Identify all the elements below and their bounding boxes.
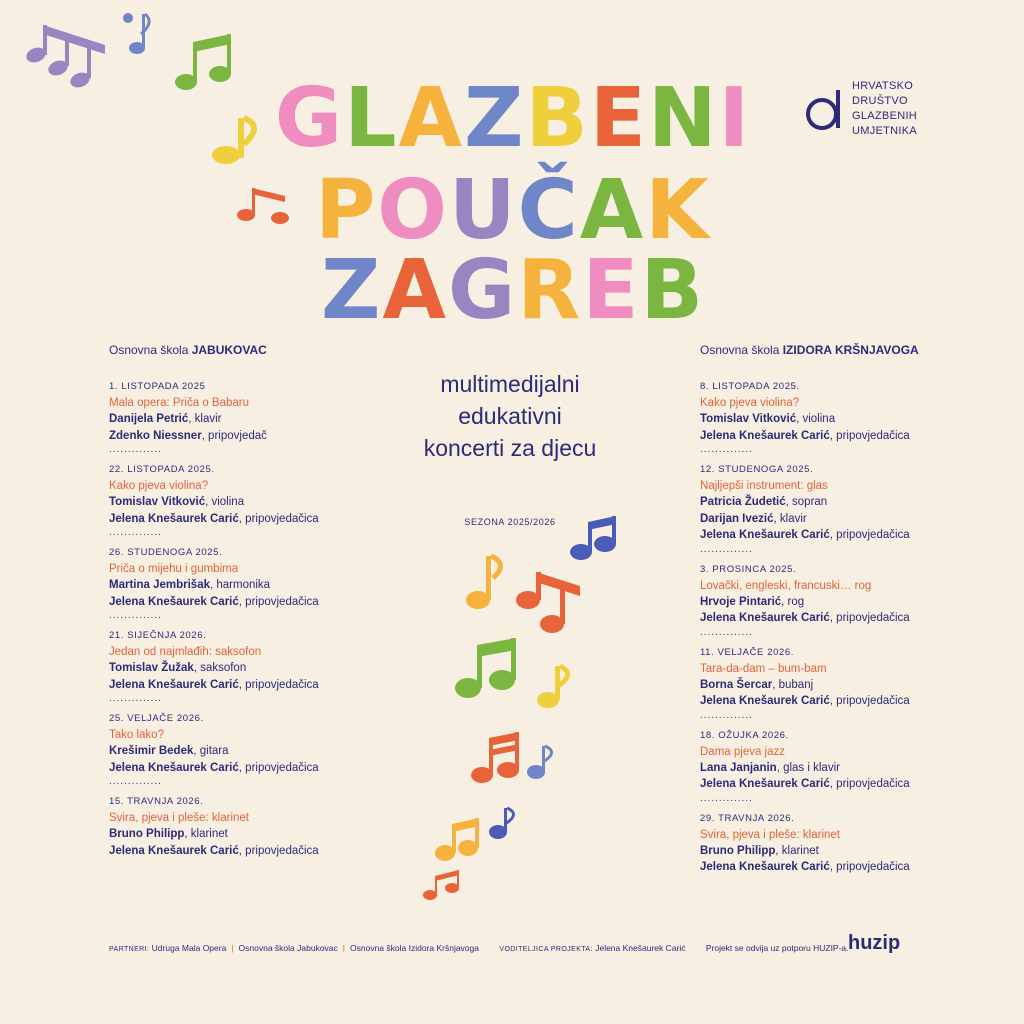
performer	[700, 428, 1024, 445]
performer-name: Danijela Petrić	[109, 413, 189, 425]
performer-name: Jelena Knešaurek Carić	[700, 612, 830, 624]
schedule-jabukovac	[109, 343, 439, 865]
event-item	[700, 379, 1024, 456]
performer-name: Hrvoje Pintarić	[700, 595, 782, 608]
logo-line: HRVATSKO	[852, 80, 914, 92]
event-title: Tako lako?	[109, 729, 164, 741]
partner: Udruga Mala Opera	[151, 943, 227, 953]
title-letter: E	[582, 243, 639, 338]
note-lightblue-icon	[527, 746, 552, 779]
event-title: Kako pjeva violina?	[700, 397, 800, 409]
performer	[109, 494, 439, 511]
performer-name: Jelena Knešaurek Carić	[109, 595, 239, 608]
logo-line: GLAZBENIH	[852, 110, 918, 122]
performer-role: , pripovjedačica	[829, 612, 910, 624]
event-title: Jedan od najmlađih: saksofon	[109, 646, 262, 658]
event-item	[700, 811, 1024, 876]
performer	[700, 859, 1024, 876]
project-lead: Jelena Knešaurek Carić	[595, 943, 686, 953]
note-navy-icon	[489, 808, 514, 839]
footer	[109, 943, 849, 953]
performer	[700, 527, 1024, 544]
title-letter: E	[589, 71, 646, 166]
event-date: 21. SIJEČNJA 2026.	[109, 630, 207, 641]
event-title: Priča o mijehu i gumbima	[109, 563, 239, 575]
title-letter: L	[344, 71, 397, 166]
event-date: 8. LISTOPADA 2025.	[700, 381, 800, 392]
school-heading	[109, 343, 439, 357]
performer-name: Martina Jembrišak	[109, 579, 210, 591]
performer-role: , pripovjedačica	[238, 678, 319, 691]
performer-name: Tomislav Vitković	[109, 496, 206, 508]
dotted-separator: ..............	[700, 543, 753, 555]
school-name: JABUKOVAC	[191, 343, 267, 357]
title-letter: G	[447, 243, 516, 338]
title-line-3	[0, 243, 1024, 338]
performer	[109, 743, 439, 760]
performer	[109, 660, 439, 677]
performer-role: , pripovjedačica	[829, 778, 910, 790]
dotted-separator: ..............	[109, 610, 162, 621]
performer-role: , pripovjedač	[201, 429, 267, 442]
dotted-separator: ..............	[109, 444, 162, 455]
title-letter: Z	[463, 71, 524, 166]
event-date: 1. LISTOPADA 2025	[109, 381, 206, 392]
title-letter: A	[398, 71, 462, 166]
title-letter: B	[640, 243, 703, 338]
performer-role: , pripovjedačica	[238, 844, 319, 857]
performer-name: Zdenko Niessner	[109, 429, 202, 442]
title-letter: K	[645, 163, 709, 258]
event-item	[109, 379, 439, 456]
event-title: Dama pjeva jazz	[700, 745, 786, 758]
school-prefix: Osnovna škola	[109, 343, 192, 357]
title-letter: A	[382, 243, 446, 338]
separator: |	[342, 943, 345, 953]
performer-name: Jelena Knešaurek Carić	[700, 429, 830, 442]
performer	[700, 693, 1024, 710]
title-letter: P	[315, 163, 376, 258]
performer-name: Jelena Knešaurek Carić	[109, 512, 239, 525]
performer-role: , rog	[781, 595, 805, 608]
event-item	[700, 728, 1024, 805]
performer-role: , pripovjedačica	[829, 861, 910, 873]
performer-name: Krešimir Bedek	[109, 745, 194, 757]
huzip-logo: huzip	[848, 932, 901, 954]
note-yellow-center-icon	[537, 666, 568, 708]
performer-name: Bruno Philipp	[109, 828, 185, 840]
performer-role: , pripovjedačica	[238, 761, 319, 774]
event-item	[700, 462, 1024, 556]
event-date: 12. STUDENOGA 2025.	[700, 464, 814, 475]
event-date: 3. PROSINCA 2025.	[700, 563, 797, 575]
performer-role: , violina	[205, 496, 245, 508]
event-item	[700, 562, 1024, 639]
performer-name: Lana Janjanin	[700, 761, 777, 774]
performer-role: , glas i klavir	[776, 761, 840, 774]
event-item	[700, 645, 1024, 722]
note-red-bottom-icon	[423, 870, 459, 900]
performer-role: , pripovjedačica	[238, 595, 319, 608]
performer-name: Darijan Ivezić	[700, 512, 774, 525]
event-item	[109, 794, 439, 859]
performer-name: Jelena Knešaurek Carić	[700, 695, 830, 707]
dotted-separator: ..............	[700, 792, 753, 804]
performer	[700, 494, 1024, 511]
performer	[109, 594, 439, 611]
logo-line: UMJETNIKA	[852, 125, 918, 137]
performer-role: , saksofon	[193, 662, 247, 674]
event-title: Svira, pjeva i pleše: klarinet	[700, 828, 840, 841]
event-title: Kako pjeva violina?	[109, 480, 209, 492]
performer-name: Borna Šercar	[700, 678, 773, 691]
performer	[109, 826, 439, 843]
performer	[109, 428, 439, 445]
dotted-separator: ..............	[700, 709, 753, 721]
event-date: 22. LISTOPADA 2025.	[109, 464, 215, 475]
event-list	[109, 379, 439, 859]
performer-role: , pripovjedačica	[238, 512, 319, 525]
logo-line: DRUŠTVO	[852, 95, 908, 107]
performer-role: , bubanj	[772, 678, 814, 691]
event-title: Tara-da-dam – bum-bam	[700, 662, 827, 675]
performer-name: Jelena Knešaurek Carić	[700, 529, 830, 541]
performer	[700, 776, 1024, 793]
subtitle-line: multimedijalni	[440, 371, 580, 397]
schedule-izidora-krsnjavoga	[700, 343, 1024, 882]
note-red-center-icon	[516, 572, 580, 633]
school-heading	[700, 343, 1024, 357]
title-letter: N	[647, 71, 717, 166]
note-green-center-icon	[455, 638, 516, 698]
performer-role: , violina	[796, 413, 836, 425]
event-title: Lovački, engleski, francuski… rog	[700, 579, 872, 592]
event-item	[109, 462, 439, 539]
dotted-separator: ..............	[109, 527, 162, 538]
title-letter: R	[517, 243, 581, 338]
performer	[700, 411, 1024, 428]
subtitle-line: koncerti za djecu	[423, 435, 597, 461]
performer	[109, 411, 439, 428]
dotted-separator: ..............	[700, 444, 753, 455]
event-title: Svira, pjeva i pleše: klarinet	[109, 812, 249, 824]
performer-role: , klavir	[188, 413, 222, 425]
note-orange-icon	[466, 556, 501, 609]
performer	[700, 843, 1024, 860]
performer	[700, 511, 1024, 528]
subtitle-line: edukativni	[458, 403, 562, 429]
performer-name: Tomislav Vitković	[700, 413, 797, 425]
performer	[700, 594, 1024, 611]
performer-role: , klavir	[773, 512, 807, 525]
dotted-separator: ..............	[109, 776, 162, 787]
title-letter: I	[718, 71, 750, 166]
title-letter: Z	[321, 243, 381, 338]
performer-role: , pripovjedačica	[829, 429, 910, 442]
performer-name: Tomislav Žužak	[109, 662, 194, 674]
performer-name: Jelena Knešaurek Carić	[109, 844, 239, 857]
title-letter: Č	[517, 163, 578, 258]
title-letter: U	[449, 163, 516, 258]
title-letter: G	[274, 71, 343, 166]
event-item	[109, 628, 439, 705]
dotted-separator: ..............	[109, 693, 162, 704]
title-letter: O	[377, 163, 448, 258]
separator: |	[231, 943, 234, 953]
event-date: 18. OŽUJKA 2026.	[700, 729, 789, 741]
event-date: 29. TRAVNJA 2026.	[700, 812, 795, 824]
event-date: 11. VELJAČE 2026.	[700, 646, 794, 658]
performer-name: Patricia Žudetić	[700, 496, 786, 508]
performer-role: , gitara	[193, 745, 229, 757]
performer-role: , pripovjedačica	[829, 695, 910, 707]
note-orange-lower-icon	[435, 818, 479, 861]
performer	[109, 511, 439, 528]
event-item	[109, 711, 439, 788]
hdgu-logo-text	[852, 79, 917, 139]
performer-name: Bruno Philipp	[700, 844, 776, 857]
event-title: Najljepši instrument: glas	[700, 480, 828, 492]
event-date: 26. STUDENOGA 2025.	[109, 547, 223, 558]
performer	[700, 610, 1024, 627]
performer	[109, 843, 439, 860]
performer	[109, 677, 439, 694]
performer	[109, 577, 439, 594]
performer-role: , harmonika	[210, 579, 271, 591]
school-prefix: Osnovna škola	[700, 343, 783, 357]
event-list	[700, 379, 1024, 876]
performer-name: Jelena Knešaurek Carić	[700, 778, 830, 790]
performer	[109, 760, 439, 777]
partner: Osnovna škola Jabukovac	[238, 943, 338, 953]
performer-role: , pripovjedačica	[829, 529, 910, 541]
support-text: Projekt se odvija uz potporu HUZIP-a.	[705, 943, 849, 953]
event-title: Mala opera: Priča o Babaru	[109, 397, 249, 409]
title-line-2	[0, 163, 1024, 258]
performer	[700, 760, 1024, 777]
performer-name: Jelena Knešaurek Carić	[109, 678, 239, 691]
lead-label: VODITELJICA PROJEKTA:	[499, 946, 593, 953]
performer-role: , klarinet	[184, 828, 228, 840]
partners-label: PARTNERI:	[109, 946, 150, 953]
event-item	[109, 545, 439, 622]
performer-role: , klarinet	[775, 844, 819, 857]
title-letter: B	[525, 71, 588, 166]
partner: Osnovna škola Izidora Kršnjavoga	[350, 943, 479, 953]
note-blue-small-icon	[123, 13, 149, 54]
performer-name: Jelena Knešaurek Carić	[700, 861, 830, 873]
dotted-separator: ..............	[700, 626, 753, 638]
note-red-lower-icon	[471, 732, 519, 783]
performer-name: Jelena Knešaurek Carić	[109, 761, 239, 774]
school-name: IZIDORA KRŠNJAVOGA	[782, 343, 919, 357]
title-letter: A	[579, 163, 644, 258]
season-label: SEZONA 2025/2026	[464, 517, 556, 527]
event-date: 15. TRAVNJA 2026.	[109, 796, 204, 807]
event-date: 25. VELJAČE 2026.	[109, 713, 204, 724]
performer-role: , sopran	[785, 496, 828, 508]
performer	[700, 677, 1024, 694]
